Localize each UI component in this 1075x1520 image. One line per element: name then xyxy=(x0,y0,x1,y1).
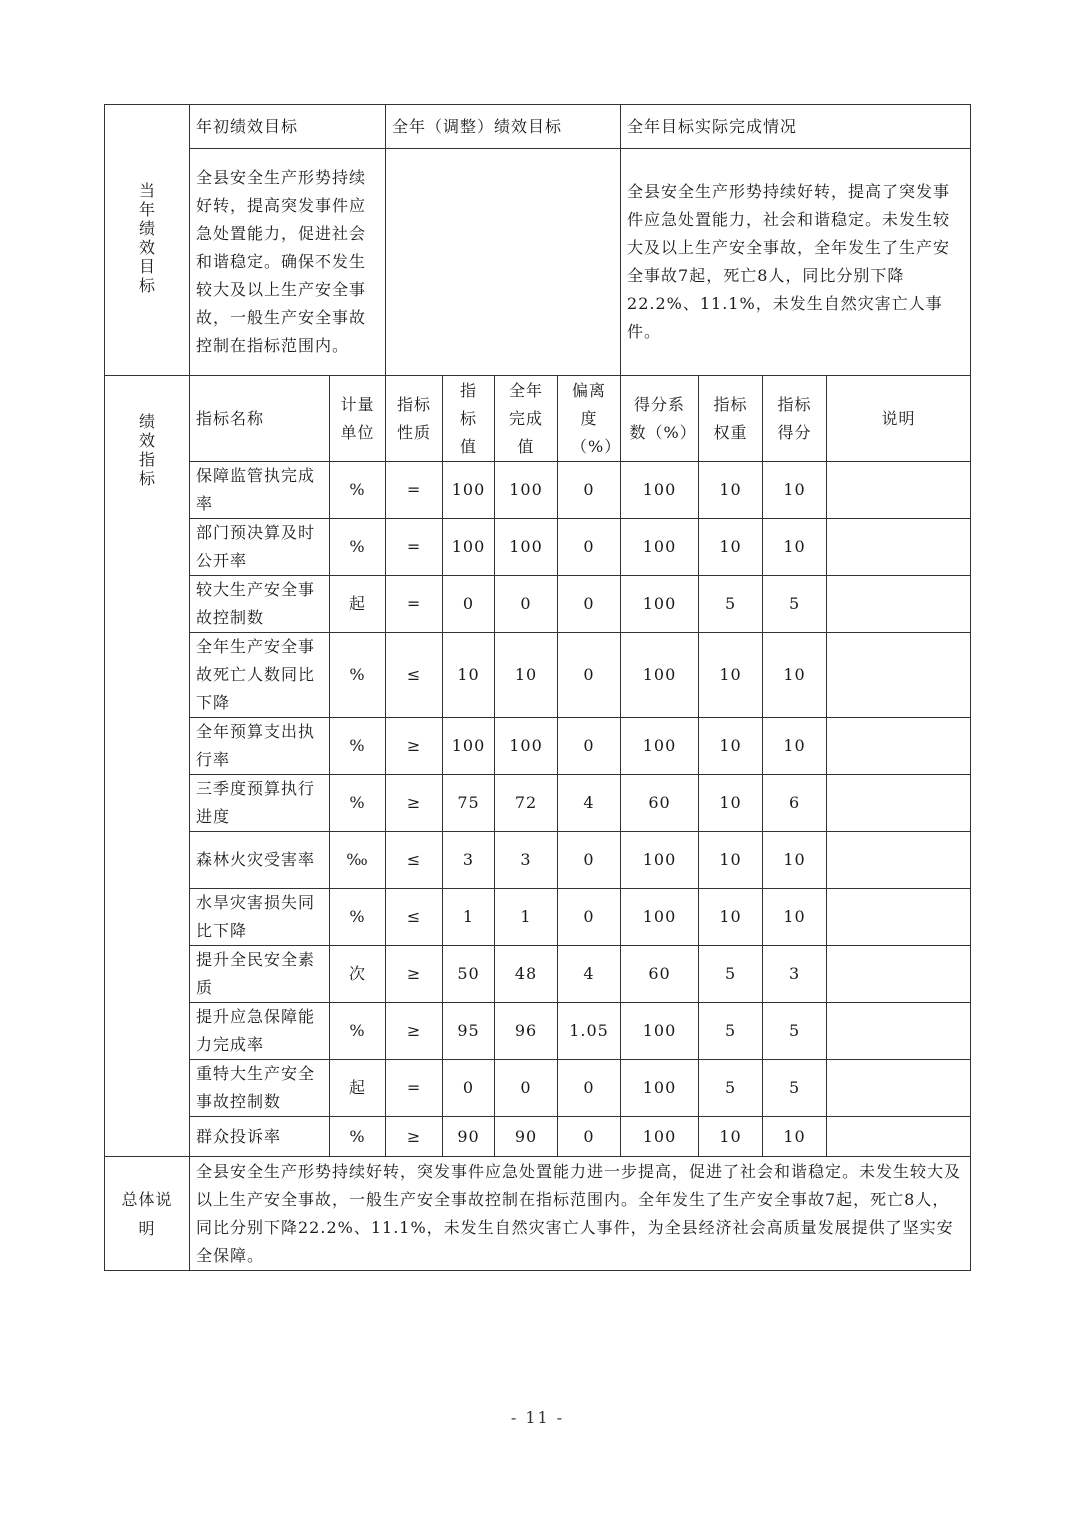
indicator-name: 保障监管执完成率 xyxy=(190,462,330,519)
indicator-unit: % xyxy=(330,633,386,718)
indicators-section-label: 绩效指标 xyxy=(105,376,190,1157)
indicator-note xyxy=(827,462,971,519)
indicator-weight: 10 xyxy=(699,718,763,775)
indicator-deviation: 0 xyxy=(558,633,621,718)
indicator-completed: 0 xyxy=(495,576,558,633)
indicator-row xyxy=(105,1060,971,1117)
indicator-unit: % xyxy=(330,889,386,946)
indicator-coefficient: 60 xyxy=(621,775,699,832)
indicator-note xyxy=(827,775,971,832)
indicator-score: 10 xyxy=(763,718,827,775)
indicator-note xyxy=(827,576,971,633)
indicator-target: 10 xyxy=(443,633,495,718)
indicator-row xyxy=(105,832,971,889)
indicator-name: 部门预决算及时公开率 xyxy=(190,519,330,576)
indicator-coefficient: 100 xyxy=(621,832,699,889)
coefficient-header: 得分系数（%） xyxy=(621,376,699,462)
indicator-score: 5 xyxy=(763,1060,827,1117)
indicator-target: 0 xyxy=(443,1060,495,1117)
indicator-deviation: 0 xyxy=(558,832,621,889)
indicator-coefficient: 100 xyxy=(621,1117,699,1157)
target-header: 指标值 xyxy=(443,376,495,462)
indicator-unit: 次 xyxy=(330,946,386,1003)
initial-goal-header: 年初绩效目标 xyxy=(190,105,386,149)
indicator-note xyxy=(827,889,971,946)
indicator-nature: = xyxy=(386,1060,443,1117)
indicator-nature: ≥ xyxy=(386,1117,443,1157)
indicator-score: 10 xyxy=(763,832,827,889)
unit-header: 计量单位 xyxy=(330,376,386,462)
indicator-unit: % xyxy=(330,718,386,775)
indicator-completed: 100 xyxy=(495,462,558,519)
indicator-note xyxy=(827,832,971,889)
indicator-target: 3 xyxy=(443,832,495,889)
indicator-target: 95 xyxy=(443,1003,495,1060)
indicator-coefficient: 100 xyxy=(621,462,699,519)
completed-header: 全年完成值 xyxy=(495,376,558,462)
page-number: - 11 - xyxy=(510,1408,565,1427)
indicator-coefficient: 100 xyxy=(621,1003,699,1060)
indicator-row xyxy=(105,462,971,519)
nature-header: 指标性质 xyxy=(386,376,443,462)
indicator-weight: 10 xyxy=(699,633,763,718)
indicator-completed: 72 xyxy=(495,775,558,832)
adjusted-goal-header: 全年（调整）绩效目标 xyxy=(386,105,621,149)
indicator-weight: 10 xyxy=(699,1117,763,1157)
indicator-name: 提升全民安全素质 xyxy=(190,946,330,1003)
indicator-nature: = xyxy=(386,519,443,576)
indicator-name: 三季度预算执行进度 xyxy=(190,775,330,832)
indicator-deviation: 4 xyxy=(558,946,621,1003)
note-header: 说明 xyxy=(827,376,971,462)
indicator-row xyxy=(105,718,971,775)
indicator-row xyxy=(105,946,971,1003)
indicator-target: 100 xyxy=(443,462,495,519)
deviation-header: 偏离度（%） xyxy=(558,376,621,462)
indicator-target: 1 xyxy=(443,889,495,946)
indicator-unit: % xyxy=(330,519,386,576)
indicator-coefficient: 100 xyxy=(621,1060,699,1117)
indicator-deviation: 0 xyxy=(558,576,621,633)
indicator-nature: ≥ xyxy=(386,775,443,832)
indicator-deviation: 0 xyxy=(558,1060,621,1117)
indicator-completed: 100 xyxy=(495,519,558,576)
indicator-nature: = xyxy=(386,576,443,633)
indicator-name: 提升应急保障能力完成率 xyxy=(190,1003,330,1060)
actual-result-text: 全县安全生产形势持续好转，提高了突发事件应急处置能力，社会和谐稳定。未发生较大及以上生产安全事故，全年发生了生产安全事故7起，死亡8人，同比分别下降22.2%、11.1%，未发生自然灾害亡人事件。 xyxy=(621,149,971,376)
indicator-name: 较大生产安全事故控制数 xyxy=(190,576,330,633)
weight-header: 指标权重 xyxy=(699,376,763,462)
indicator-note xyxy=(827,1003,971,1060)
indicator-coefficient: 100 xyxy=(621,633,699,718)
actual-result-header: 全年目标实际完成情况 xyxy=(621,105,971,149)
indicator-score: 10 xyxy=(763,889,827,946)
indicator-nature: ≤ xyxy=(386,832,443,889)
indicator-row xyxy=(105,889,971,946)
indicator-deviation: 0 xyxy=(558,889,621,946)
indicator-completed: 48 xyxy=(495,946,558,1003)
indicator-unit: % xyxy=(330,1117,386,1157)
indicator-name: 森林火灾受害率 xyxy=(190,832,330,889)
indicator-coefficient: 100 xyxy=(621,576,699,633)
indicator-row xyxy=(105,519,971,576)
indicator-note xyxy=(827,1060,971,1117)
indicator-nature: ≥ xyxy=(386,1003,443,1060)
indicator-weight: 10 xyxy=(699,462,763,519)
indicator-target: 100 xyxy=(443,519,495,576)
indicator-name: 全年预算支出执行率 xyxy=(190,718,330,775)
performance-table xyxy=(104,104,971,1271)
indicator-nature: ≤ xyxy=(386,633,443,718)
indicator-score: 5 xyxy=(763,1003,827,1060)
indicator-deviation: 0 xyxy=(558,519,621,576)
indicator-unit: % xyxy=(330,775,386,832)
indicator-deviation: 4 xyxy=(558,775,621,832)
initial-goal-text: 全县安全生产形势持续好转，提高突发事件应急处置能力，促进社会和谐稳定。确保不发生较大及以上生产安全事故，一般生产安全事故控制在指标范围内。 xyxy=(190,149,386,376)
indicator-weight: 5 xyxy=(699,946,763,1003)
summary-row xyxy=(105,1157,971,1271)
indicator-weight: 5 xyxy=(699,1003,763,1060)
indicator-name: 水旱灾害损失同比下降 xyxy=(190,889,330,946)
indicator-row xyxy=(105,1117,971,1157)
indicator-weight: 10 xyxy=(699,519,763,576)
indicator-completed: 96 xyxy=(495,1003,558,1060)
indicator-completed: 3 xyxy=(495,832,558,889)
indicator-note xyxy=(827,718,971,775)
indicator-note xyxy=(827,519,971,576)
indicator-weight: 10 xyxy=(699,775,763,832)
indicator-unit: 起 xyxy=(330,1060,386,1117)
indicator-target: 50 xyxy=(443,946,495,1003)
goals-content-row xyxy=(105,149,971,376)
indicator-weight: 10 xyxy=(699,832,763,889)
indicator-completed: 0 xyxy=(495,1060,558,1117)
indicator-unit: % xyxy=(330,1003,386,1060)
indicator-name-header: 指标名称 xyxy=(190,376,330,462)
indicator-name: 重特大生产安全事故控制数 xyxy=(190,1060,330,1117)
indicator-name: 全年生产安全事故死亡人数同比下降 xyxy=(190,633,330,718)
indicator-unit: % xyxy=(330,462,386,519)
indicator-note xyxy=(827,946,971,1003)
indicator-score: 10 xyxy=(763,462,827,519)
indicator-completed: 1 xyxy=(495,889,558,946)
performance-report-page xyxy=(104,104,970,1271)
indicator-completed: 10 xyxy=(495,633,558,718)
indicator-nature: = xyxy=(386,462,443,519)
indicator-completed: 90 xyxy=(495,1117,558,1157)
indicator-weight: 5 xyxy=(699,1060,763,1117)
indicator-deviation: 0 xyxy=(558,462,621,519)
indicator-target: 90 xyxy=(443,1117,495,1157)
indicator-nature: ≥ xyxy=(386,946,443,1003)
indicator-row xyxy=(105,576,971,633)
indicator-note xyxy=(827,633,971,718)
goals-header-row xyxy=(105,105,971,149)
indicator-deviation: 0 xyxy=(558,1117,621,1157)
indicator-coefficient: 100 xyxy=(621,718,699,775)
indicator-target: 100 xyxy=(443,718,495,775)
indicator-score: 10 xyxy=(763,1117,827,1157)
indicator-name: 群众投诉率 xyxy=(190,1117,330,1157)
goals-section-label: 当年绩效目标 xyxy=(105,105,190,376)
indicator-score: 5 xyxy=(763,576,827,633)
adjusted-goal-text xyxy=(386,149,621,376)
indicator-completed: 100 xyxy=(495,718,558,775)
indicator-nature: ≤ xyxy=(386,889,443,946)
indicator-unit: 起 xyxy=(330,576,386,633)
indicator-nature: ≥ xyxy=(386,718,443,775)
indicator-score: 6 xyxy=(763,775,827,832)
indicator-score: 3 xyxy=(763,946,827,1003)
indicator-row xyxy=(105,1003,971,1060)
indicator-weight: 10 xyxy=(699,889,763,946)
indicator-coefficient: 100 xyxy=(621,519,699,576)
summary-text: 全县安全生产形势持续好转，突发事件应急处置能力进一步提高，促进了社会和谐稳定。未发生较大及以上生产安全事故，一般生产安全事故控制在指标范围内。全年发生了生产安全事故7起，死亡8人，同比分别下降22.2%、11.1%，未发生自然灾害亡人事件，为全县经济社会高质量发展提供了坚实安全保障。 xyxy=(190,1157,971,1271)
indicator-score: 10 xyxy=(763,633,827,718)
indicator-note xyxy=(827,1117,971,1157)
summary-section-label: 总体说明 xyxy=(105,1157,190,1271)
indicator-coefficient: 100 xyxy=(621,889,699,946)
indicator-unit: ‰ xyxy=(330,832,386,889)
indicator-row xyxy=(105,775,971,832)
indicator-weight: 5 xyxy=(699,576,763,633)
indicator-score: 10 xyxy=(763,519,827,576)
indicator-target: 0 xyxy=(443,576,495,633)
indicator-deviation: 0 xyxy=(558,718,621,775)
indicator-coefficient: 60 xyxy=(621,946,699,1003)
score-header: 指标得分 xyxy=(763,376,827,462)
indicator-target: 75 xyxy=(443,775,495,832)
indicator-row xyxy=(105,633,971,718)
indicator-deviation: 1.05 xyxy=(558,1003,621,1060)
indicator-header-row xyxy=(105,376,971,462)
